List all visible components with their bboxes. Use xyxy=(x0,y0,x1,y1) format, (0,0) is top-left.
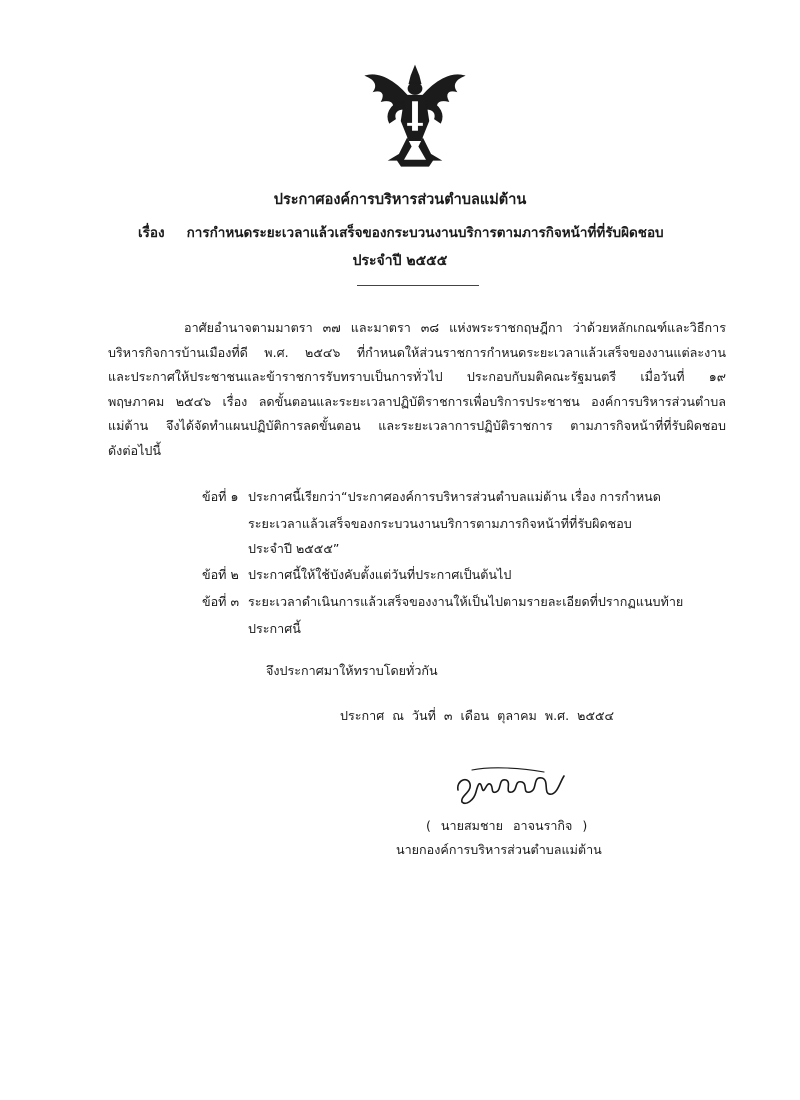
clause-number: ข้อที่ ๒ xyxy=(202,567,239,582)
clause-1-continuation: ประจำปี ๒๕๕๕” xyxy=(248,541,340,556)
clause-1-continuation: ระยะเวลาแล้วเสร็จของกระบวนงานบริการตามภารกิจหน้าที่ที่รับผิดชอบ xyxy=(248,516,632,531)
signer-position: นายกองค์การบริหารส่วนตำบลแม่ต้าน xyxy=(396,842,602,857)
preamble-line: พฤษภาคม ๒๕๔๖ เรื่อง ลดขั้นตอนและระยะเวลาปฏิบัติราชการเพื่อบริการประชาชน องค์การบริหารส่วนตำบล xyxy=(108,393,726,409)
preamble-line: บริหารกิจการบ้านเมืองที่ดี พ.ศ. ๒๕๔๖ ที่กำหนดให้ส่วนราชการกำหนดระยะเวลาแล้วเสร็จของงานแต่ละงาน xyxy=(108,344,726,360)
clause-text: ประกาศนี้ให้ใช้บังคับตั้งแต่วันที่ประกาศเป็นต้นไป xyxy=(248,567,512,582)
preamble-paragraph xyxy=(108,316,726,463)
closing-statement: จึงประกาศมาให้ทราบโดยทั่วกัน xyxy=(266,663,438,678)
clause-text: ระยะเวลาดำเนินการแล้วเสร็จของงานให้เป็นไปตามรายละเอียดที่ปรากฏแนบท้าย xyxy=(248,594,684,609)
announcement-title: ประกาศองค์การบริหารส่วนตำบลแม่ต้าน xyxy=(273,192,527,208)
clause-2 xyxy=(202,565,511,585)
fiscal-year-line: ประจำปี ๒๕๕๕ xyxy=(352,253,448,269)
clause-number: ข้อที่ ๑ xyxy=(202,489,239,504)
garuda-emblem-icon xyxy=(356,62,474,170)
preamble-line: ดังต่อไปนี้ xyxy=(108,442,162,458)
preamble-line: แม่ต้าน จึงได้จัดทำแผนปฏิบัติการลดขั้นตอน และระยะเวลาการปฏิบัติราชการ ตามภารกิจหน้าที่ที่รับผิดชอบ xyxy=(108,418,726,433)
clause-number: ข้อที่ ๓ xyxy=(202,594,240,609)
signer-name: ( นายสมชาย อาจนรากิจ ) xyxy=(426,818,588,833)
handwritten-signature xyxy=(452,762,570,808)
clause-text: ประกาศนี้เรียกว่า“ประกาศองค์การบริหารส่วนตำบลแม่ต้าน เรื่อง การกำหนด xyxy=(248,489,661,504)
preamble-line: และประกาศให้ประชาชนและข้าราชการรับทราบเป็นการทั่วไป ประกอบกับมติคณะรัฐมนตรี เมื่อวันที่ ๑๙ xyxy=(108,369,726,384)
subject-label: เรื่อง xyxy=(138,225,165,241)
clause-3 xyxy=(202,592,683,612)
preamble-line: อาศัยอำนาจตามมาตรา ๓๗ และมาตรา ๓๘ แห่งพระราชกฤษฎีกา ว่าด้วยหลักเกณฑ์และวิธีการ xyxy=(184,320,726,335)
clause-1 xyxy=(202,487,661,507)
subject-line xyxy=(138,221,664,243)
clause-3-continuation: ประกาศนี้ xyxy=(248,621,301,636)
subject-text: การกำหนดระยะเวลาแล้วเสร็จของกระบวนงานบริการตามภารกิจหน้าที่ที่รับผิดชอบ xyxy=(186,225,664,241)
title-divider xyxy=(357,285,479,286)
dated-line: ประกาศ ณ วันที่ ๓ เดือน ตุลาคม พ.ศ. ๒๕๕๔ xyxy=(340,708,615,723)
